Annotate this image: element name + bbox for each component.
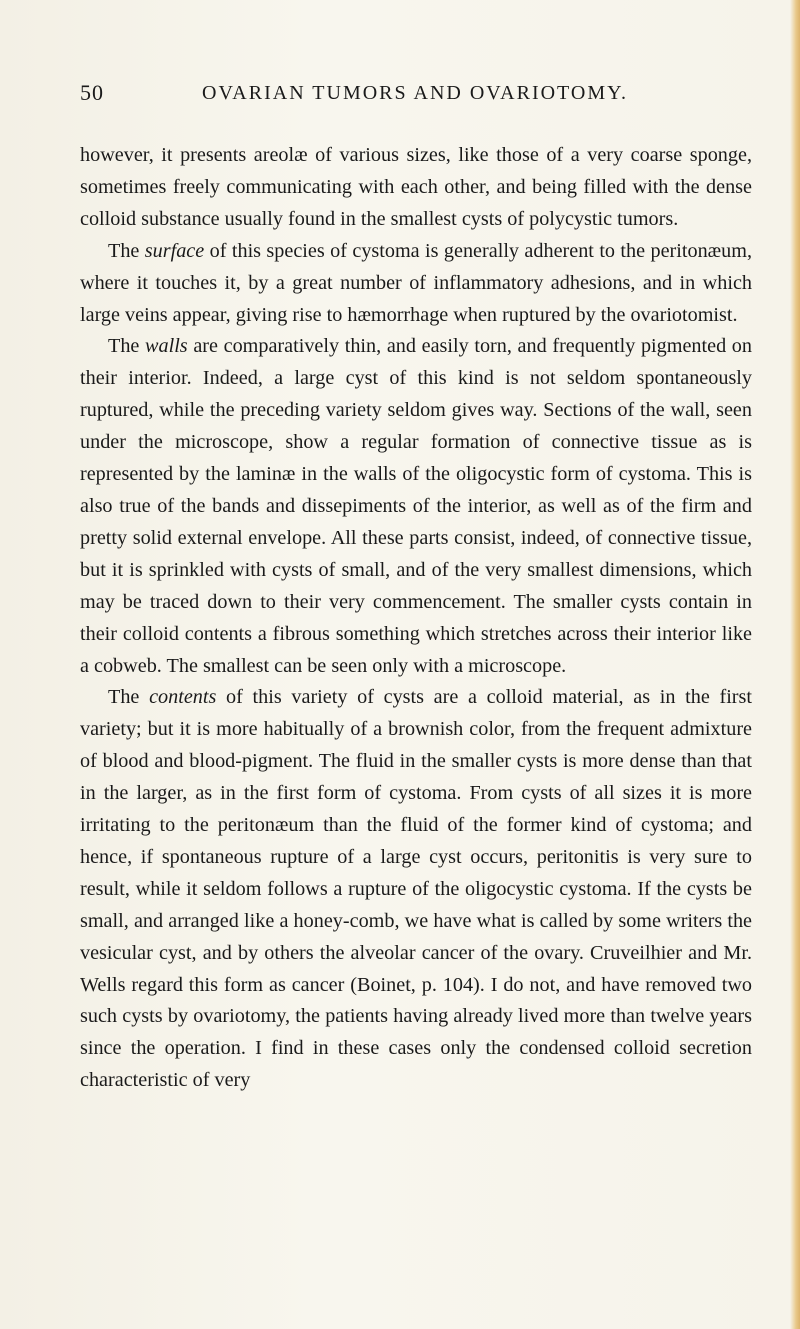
paragraph-4-lead: The xyxy=(108,686,150,709)
paragraph-3-italic-term: walls xyxy=(145,335,188,358)
running-title: OVARIAN TUMORS AND OVARIOTOMY. xyxy=(202,82,628,104)
page-number: 50 xyxy=(80,80,104,105)
paragraph-3-body: are comparatively thin, and easily torn, and frequently pigmented on their interior. Indeed, a large cyst of this kind is not seldom spontaneously ruptured, while the preceding variety seldom gives way. Sections of the wall, seen under the microscope, show a regular formation of connective tissue as is represented by the laminæ in the walls of the oligocystic form of cystoma. This is also true of the bands and dissepiments of the interior, as well as of the firm and pretty solid external envelope. All these parts consist, indeed, of connective tissue, but it is sprinkled with cysts of small, and of the very smallest dimensions, which may be traced down to their very commencement. The smaller cysts contain in their colloid contents a fibrous something which stretches across their interior like a cobweb. The smallest can be seen only with a microscope. xyxy=(80,335,752,677)
body-text xyxy=(80,140,752,1097)
paragraph-2-italic-term: surface xyxy=(144,239,205,262)
paragraph-4 xyxy=(80,682,752,1097)
paragraph-3-lead: The xyxy=(108,335,146,358)
page-edge-shadow xyxy=(790,0,800,1329)
paragraph-4-body: of this variety of cysts are a colloid material, as in the first variety; but it is more habitually of a brownish color, from the frequent admixture of blood and blood-pigment. The fluid in the smaller cysts is more dense than that in the larger, as in the first form of cystoma. From cysts of all sizes it is more irritating to the peritonæum than the fluid of the former kind of cystoma; and hence, if spontaneous rupture of a large cyst occurs, peritonitis is very sure to result, while it seldom follows a rupture of the oligocystic cystoma. If the cysts be small, and arranged like a honey-comb, we have what is called by some writers the vesicular cyst, and by others the alveolar cancer of the ovary. Cruveilhier and Mr. Wells regard this form as cancer (Boinet, p. 104). I do not, and have removed two such cysts by ovariotomy, the patients having already lived more than twelve years since the operation. I find in these cases only the condensed colloid secretion characteristic of very xyxy=(80,686,752,1092)
page-header xyxy=(80,80,750,114)
paragraph-2-lead: The xyxy=(108,239,145,262)
paragraph-2-body: of this species of cystoma is generally adherent to the peritonæum, where it touches it, by a great number of inflammatory adhesions, and in which large veins appear, giving rise to hæmorrhage when ruptured by the ovariotomist. xyxy=(80,239,752,326)
paragraph-1: however, it presents areolæ of various sizes, like those of a very coarse sponge, sometimes freely communicating with each other, and being filled with the dense colloid substance usually found in the smallest cysts of polycystic tumors. xyxy=(80,144,752,230)
paragraph-4-italic-term: contents xyxy=(149,686,217,709)
paragraph-2 xyxy=(80,236,752,332)
paragraph-3 xyxy=(80,331,752,682)
